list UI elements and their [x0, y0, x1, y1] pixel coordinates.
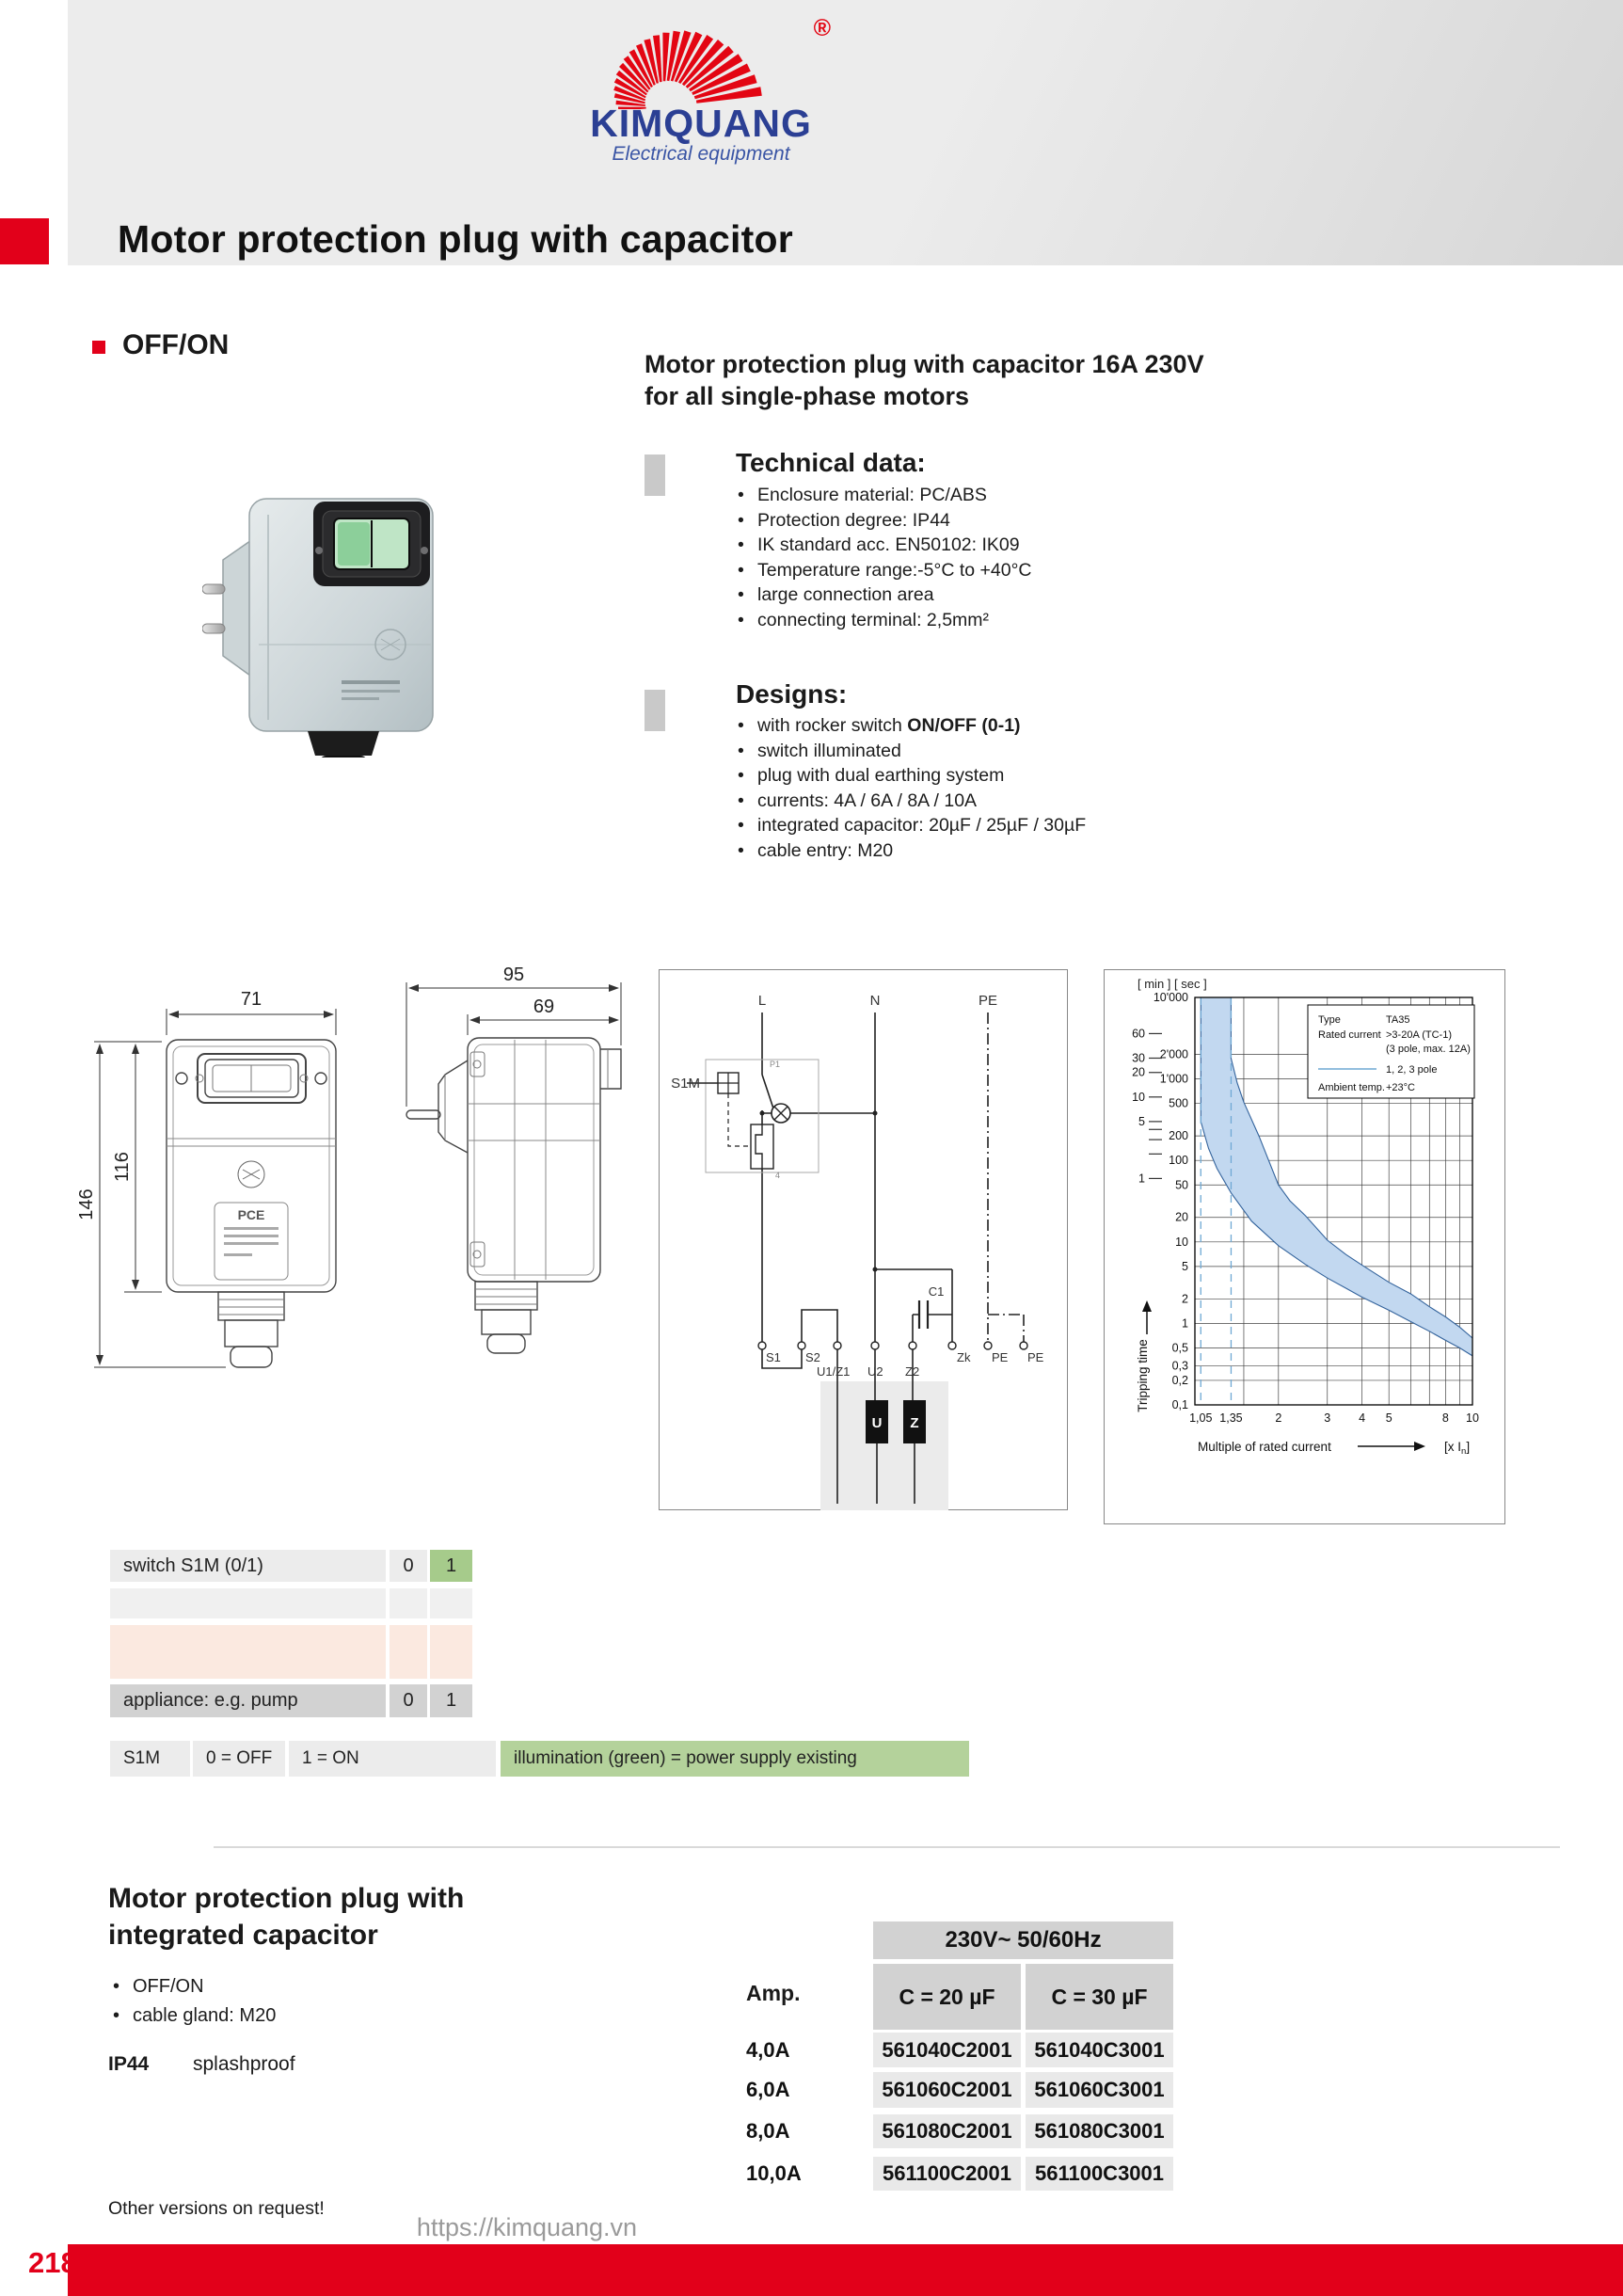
legend-s1m: S1M: [110, 1741, 190, 1777]
circuit-diagram: [659, 969, 1068, 1510]
bullet-item: • switch illuminated: [736, 739, 1086, 764]
svg-text:5: 5: [1138, 1114, 1145, 1128]
svg-text:(3 pole, max. 12A): (3 pole, max. 12A): [1386, 1044, 1471, 1055]
label-S1M: S1M: [671, 1076, 700, 1092]
svg-text:[x In]: [x $I_n$]: [1444, 1440, 1471, 1457]
svg-text:Z2: Z2: [905, 1364, 920, 1379]
grey-square-icon: [644, 690, 665, 710]
svg-text:0,5: 0,5: [1171, 1341, 1188, 1355]
website-watermark: https://kimquang.vn: [416, 2213, 638, 2241]
product-heading-line1: Motor protection plug with capacitor 16A 230V: [644, 350, 1204, 378]
svg-text:5: 5: [1385, 1411, 1392, 1425]
section-divider: [214, 1846, 1560, 1848]
footer-bar: [68, 2244, 1623, 2296]
grey-square-icon: [644, 710, 665, 731]
svg-text:10'000: 10'000: [1153, 991, 1188, 1004]
amp-value: 10,0A: [746, 2161, 802, 2185]
bullet-item: • Temperature range:-5°C to +40°C: [736, 558, 1031, 583]
svg-text:10: 10: [1466, 1411, 1479, 1425]
product-heading: [644, 348, 1322, 412]
svg-text:1: 1: [1138, 1172, 1145, 1186]
svg-text:[ min ] [ sec ]: [ min ] [ sec ]: [1138, 977, 1207, 991]
svg-text:20: 20: [1175, 1210, 1188, 1224]
dim-body-height: 116: [112, 1152, 133, 1182]
svg-text:1'000: 1'000: [1159, 1072, 1188, 1086]
svg-text:TA35: TA35: [1386, 1014, 1410, 1026]
svg-text:>3-20A (TC-1): >3-20A (TC-1): [1386, 1029, 1452, 1041]
svg-text:0,3: 0,3: [1171, 1359, 1188, 1373]
grey-square-icon: [644, 475, 665, 496]
bottom-feature-list: [111, 1972, 276, 2031]
label-C1: C1: [928, 1284, 945, 1299]
bottom-heading-line2: integrated capacitor: [108, 1920, 378, 1951]
appliance-row-0: 0: [390, 1684, 427, 1717]
svg-text:500: 500: [1169, 1096, 1188, 1110]
label-Z: Z: [910, 1415, 919, 1431]
label-U: U: [871, 1415, 883, 1431]
part-number: 561100C3001: [1026, 2157, 1173, 2191]
svg-text:Rated current: Rated current: [1318, 1029, 1381, 1041]
svg-text:30: 30: [1132, 1051, 1145, 1065]
col-header-c20: C = 20 µF: [873, 1964, 1021, 2030]
splashproof-label: splashproof: [193, 2053, 295, 2075]
cable-gland: [308, 731, 379, 757]
front-view-drawing: [167, 1040, 336, 1367]
red-square-bullet-icon: [92, 341, 105, 354]
dimension-drawings: [56, 903, 649, 1468]
peach-row-0: [390, 1625, 427, 1679]
appliance-row-1: 1: [430, 1684, 472, 1717]
bullet-item: • cable entry: M20: [736, 838, 1086, 864]
svg-text:0,1: 0,1: [1171, 1398, 1188, 1411]
part-number: 561060C2001: [873, 2072, 1021, 2108]
svg-text:8: 8: [1441, 1411, 1449, 1425]
label-P1: P1: [770, 1060, 781, 1069]
empty-row-1: [430, 1588, 472, 1618]
tripping-curve-chart: [1104, 969, 1505, 1524]
bottom-heading-line1: Motor protection plug with: [108, 1883, 465, 1914]
part-number: 561100C2001: [873, 2157, 1021, 2191]
brand-logo: [560, 15, 842, 175]
svg-text:200: 200: [1169, 1129, 1188, 1143]
switch-row-label: switch S1M (0/1): [110, 1550, 386, 1582]
ip44-label: IP44: [108, 2053, 150, 2075]
section-marker-squares: [644, 690, 701, 731]
appliance-row-label: appliance: e.g. pump: [110, 1684, 386, 1717]
amp-value: 8,0A: [746, 2119, 790, 2143]
technical-data-heading: Technical data:: [736, 448, 926, 477]
svg-text:4: 4: [1359, 1411, 1366, 1425]
svg-text:50: 50: [1175, 1178, 1188, 1192]
bullet-item: • currents: 4A / 6A / 8A / 10A: [736, 789, 1086, 814]
offon-label: OFF/ON: [122, 329, 230, 360]
dim-front-width: 71: [240, 989, 263, 1010]
bullet-item: • integrated capacitor: 20µF / 25µF / 30µF: [736, 813, 1086, 838]
switch-row-1: 1: [430, 1550, 472, 1582]
svg-text:2: 2: [1275, 1411, 1282, 1425]
svg-text:Tripping time: Tripping time: [1136, 1339, 1150, 1412]
switch-row-0: 0: [390, 1550, 427, 1582]
registered-mark: ®: [813, 15, 831, 41]
pce-label: PCE: [237, 1207, 265, 1222]
designs-list: [736, 713, 1086, 863]
bottom-heading: [108, 1880, 464, 1953]
other-versions-note: Other versions on request!: [108, 2198, 325, 2219]
page-number: 218: [28, 2246, 77, 2279]
svg-text:2'000: 2'000: [1159, 1047, 1188, 1061]
svg-text:0,2: 0,2: [1171, 1373, 1188, 1387]
svg-text:10: 10: [1132, 1090, 1145, 1104]
part-number: 561060C3001: [1026, 2072, 1173, 2108]
amp-column-header: Amp.: [746, 1981, 801, 2005]
empty-row-0: [390, 1588, 427, 1618]
dim-side-body-width: 69: [533, 997, 555, 1017]
svg-text:PE: PE: [992, 1350, 1009, 1364]
legend-illumination: illumination (green) = power supply existing: [501, 1741, 969, 1777]
svg-text:60: 60: [1132, 1027, 1145, 1041]
svg-text:20: 20: [1132, 1065, 1145, 1079]
product-photo: [202, 409, 442, 757]
bullet-item: • connecting terminal: 2,5mm²: [736, 608, 1031, 633]
empty-row-label: [110, 1588, 386, 1618]
col-header-c30: C = 30 µF: [1026, 1964, 1173, 2030]
svg-text:1, 2, 3 pole: 1, 2, 3 pole: [1386, 1064, 1438, 1076]
side-view-drawing: [406, 1038, 621, 1353]
label-N: N: [869, 993, 881, 1009]
front-dimensions: [94, 1009, 336, 1367]
legend-off: 0 = OFF: [193, 1741, 285, 1777]
brand-name: KIMQUANG: [590, 102, 812, 145]
sunburst-logo-icon: [574, 15, 809, 109]
svg-text:Zk: Zk: [957, 1350, 971, 1364]
peach-row-1: [430, 1625, 472, 1679]
dim-side-total-width: 95: [502, 965, 525, 985]
svg-text:1,05: 1,05: [1189, 1411, 1213, 1425]
bullet-item: • OFF/ON: [111, 1972, 276, 2001]
designs-heading: Designs:: [736, 679, 848, 709]
peach-row-label: [110, 1625, 386, 1679]
bullet-item: • IK standard acc. EN50102: IK09: [736, 533, 1031, 558]
bullet-item: • plug with dual earthing system: [736, 763, 1086, 789]
svg-text:S1: S1: [766, 1350, 781, 1364]
svg-text:Multiple of rated current: Multiple of rated current: [1198, 1440, 1331, 1454]
bullet-item: • large connection area: [736, 582, 1031, 608]
amp-value: 6,0A: [746, 2078, 790, 2101]
svg-text:5: 5: [1182, 1259, 1188, 1273]
part-number: 561040C2001: [873, 2033, 1021, 2067]
svg-text:+23°C: +23°C: [1386, 1082, 1416, 1093]
svg-text:3: 3: [1324, 1411, 1331, 1425]
part-number: 561080C3001: [1026, 2114, 1173, 2148]
legend-on: 1 = ON: [289, 1741, 496, 1777]
bullet-item: • Enclosure material: PC/ABS: [736, 483, 1031, 508]
svg-text:U1/Z1: U1/Z1: [817, 1364, 851, 1379]
amp-value: 4,0A: [746, 2037, 790, 2062]
bullet-item: • Protection degree: IP44: [736, 508, 1031, 534]
page-title: Motor protection plug with capacitor: [118, 217, 793, 261]
svg-text:U2: U2: [867, 1364, 883, 1379]
grey-square-icon: [644, 454, 665, 475]
svg-text:Ambient temp.: Ambient temp.: [1318, 1082, 1385, 1093]
product-heading-line2: for all single-phase motors: [644, 382, 970, 410]
svg-text:10: 10: [1175, 1235, 1188, 1249]
pce-fineprint: [224, 1227, 278, 1256]
red-corner-block: [0, 218, 49, 264]
label-4: 4: [775, 1171, 781, 1180]
svg-text:2: 2: [1182, 1292, 1188, 1306]
bullet-item: • cable gland: M20: [111, 2001, 276, 2031]
dim-total-height: 146: [76, 1188, 97, 1220]
technical-data-list: [736, 483, 1031, 632]
part-number: 561040C3001: [1026, 2033, 1173, 2067]
svg-text:1,35: 1,35: [1219, 1411, 1243, 1425]
label-PE: PE: [978, 993, 998, 1009]
bullet-item: • with rocker switch ON/OFF (0-1): [736, 713, 1086, 739]
svg-text:PE: PE: [1027, 1350, 1044, 1364]
svg-text:100: 100: [1169, 1154, 1188, 1168]
part-number: 561080C2001: [873, 2114, 1021, 2148]
svg-text:1: 1: [1182, 1316, 1188, 1331]
label-L: L: [757, 993, 767, 1009]
svg-text:Type: Type: [1318, 1014, 1341, 1026]
section-marker-squares: [644, 454, 701, 496]
voltage-header: 230V~ 50/60Hz: [873, 1921, 1173, 1959]
svg-text:S2: S2: [805, 1350, 820, 1364]
brand-tagline: Electrical equipment: [612, 143, 790, 165]
rocker-switch: [313, 502, 430, 586]
